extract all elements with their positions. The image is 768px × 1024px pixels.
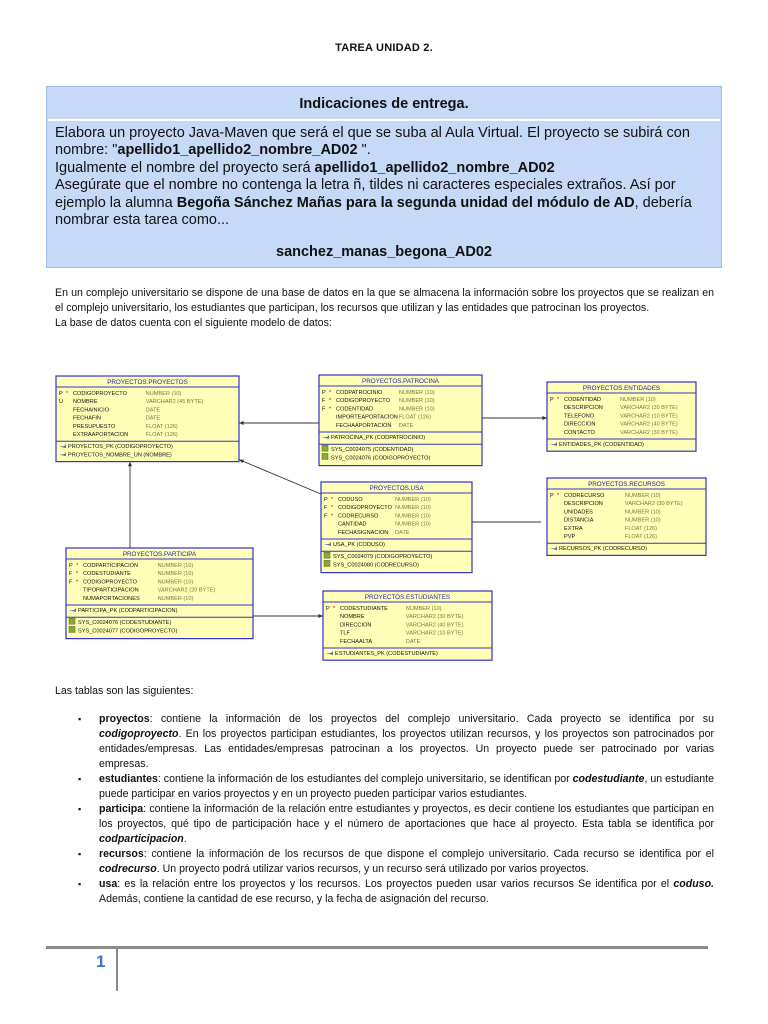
instruction-bold: apellido1_apellido2_nombre_AD02 (314, 159, 555, 176)
table-name: participa (99, 803, 144, 815)
description-text: . Un proyecto podrá utilizar varios recursos, y un recurso será utilizado por varios proyectos. (156, 863, 589, 875)
tables-list (55, 712, 714, 907)
column-name: CODIGOPROYECTO (336, 398, 390, 405)
column-required-mark: * (331, 513, 334, 520)
column-flag: P (550, 493, 554, 499)
entity-title: PROYECTOS.ESTUDIANTES (364, 594, 451, 601)
entity-title: PROYECTOS.USA (369, 485, 424, 492)
index-name: SYS_C0024076 (CODIGOPROYECTO) (331, 455, 431, 462)
column-type: NUMBER (10) (405, 606, 442, 612)
box-body (55, 125, 719, 229)
tables-heading: Las tablas son las siguientes: (55, 685, 194, 697)
column-name: TLF (340, 630, 350, 637)
key-name: PROYECTOS_NOMBRE_UN (NOMBRE) (68, 452, 172, 459)
instruction-bold: Begoña Sánchez Mañas para la segunda unidad del módulo de AD (176, 194, 635, 211)
column-required-mark: * (331, 497, 334, 503)
relation-usa-proyectos (239, 460, 321, 494)
column-name: TELEFONO (564, 413, 595, 420)
column-name: NUMAPORTACIONES (83, 595, 140, 602)
instruction-text: Elabora un proyecto Java-Maven que será el que se suba al Aula Virtual. El proyecto se subirá con nombre: " (55, 125, 690, 159)
column-type: NUMBER (10) (398, 398, 435, 405)
column-required-mark: * (557, 493, 560, 499)
column-name: NOMBRE (73, 399, 98, 406)
description-text: , un estudiante puede participar en varios proyectos y en un proyecto pueden participar varios estudiantes. (99, 773, 714, 800)
entity-entidades (547, 382, 696, 451)
column-flag: F (322, 406, 326, 413)
column-type: VARCHAR2 (40 BYTE) (620, 421, 678, 428)
instruction-paragraph-2 (55, 160, 719, 177)
entity-patrocina (319, 375, 482, 466)
column-type: NUMBER (10) (157, 595, 194, 602)
column-type: NUMBER (10) (145, 391, 182, 397)
intro-text (55, 286, 714, 331)
column-flag: F (322, 398, 326, 405)
description-text: . En los proyectos participan estudiantes, los proyectos utilizan recursos, y los proyectos son patrocinados por entidades/empresas. Las entidades/empresas patrocinan a los proyectos. Un proyecto puede ser patrocinado por varias empresas. (99, 728, 714, 770)
column-name: DIRECCION (564, 421, 596, 428)
column-type: FLOAT (126) (624, 525, 658, 532)
column-name: CONTACTO (564, 429, 595, 436)
table-name: usa (99, 878, 118, 890)
column-required-mark: * (66, 391, 69, 397)
column-flag: P (326, 606, 330, 612)
table-name: estudiantes (99, 773, 158, 785)
column-type: VARCHAR2 (40 BYTE) (405, 622, 464, 629)
index-icon (322, 453, 328, 459)
column-type: NUMBER (10) (620, 397, 656, 403)
instruction-text: ". (357, 142, 371, 159)
index-name: SYS_C0024079 (CODIGOPROYECTO) (333, 554, 433, 561)
column-flag: F (69, 571, 73, 578)
column-required-mark: * (76, 571, 79, 578)
column-type: VARCHAR2 (30 BYTE) (624, 501, 683, 508)
column-name: IMPORTEAPORTACION (336, 414, 398, 421)
entity-title: PROYECTOS.ENTIDADES (582, 385, 661, 392)
column-name: UNIDADES (564, 509, 593, 516)
column-flag: P (550, 397, 554, 403)
column-name: CODENTIDAD (336, 406, 373, 413)
column-name: FECHAFIN (73, 415, 101, 422)
column-name: DESCRIPCION (564, 405, 603, 412)
column-type: NUMBER (10) (394, 521, 431, 528)
column-name: FECHAINICIO (73, 407, 110, 414)
column-type: VARCHAR2 (30 BYTE) (620, 429, 678, 436)
column-name: DIRECCION (340, 622, 372, 629)
box-heading: Indicaciones de entrega. (299, 96, 469, 112)
column-type: NUMBER (10) (394, 513, 431, 520)
bullet-icon: ▪ (78, 849, 82, 859)
key-field: codparticipacion (99, 833, 184, 845)
column-flag: P (322, 390, 326, 396)
table-description-item (55, 847, 714, 877)
table-description-item (55, 712, 714, 772)
column-type: DATE (405, 638, 421, 645)
column-required-mark: * (557, 397, 560, 403)
table-description-item (55, 772, 714, 802)
column-type: NUMBER (10) (624, 509, 661, 516)
column-type: FLOAT (126) (624, 534, 658, 540)
index-name: SYS_C0024077 (CODIGOPROYECTO) (78, 628, 178, 635)
column-type: VARCHAR2 (30 BYTE) (620, 405, 678, 412)
column-type: DATE (394, 529, 410, 536)
column-name: FECHASIGNACION (338, 529, 389, 536)
column-name: CODPATROCINIO (336, 390, 383, 396)
relation-participa-estudiantes-arrowhead (318, 614, 323, 618)
column-type: NUMBER (10) (394, 497, 431, 503)
column-name: CODESTUDIANTE (83, 571, 131, 578)
page-number: 1 (96, 952, 106, 971)
column-type: DATE (145, 415, 161, 422)
column-type: FLOAT (126) (145, 423, 178, 430)
entity-title: PROYECTOS.PATROCINA (362, 378, 439, 385)
column-name: DISTANCIA (564, 517, 594, 524)
index-icon (69, 626, 75, 632)
column-type: DATE (145, 407, 161, 414)
column-type: FLOAT (126) (145, 432, 178, 438)
column-name: CODIGOPROYECTO (73, 391, 127, 397)
column-type: DATE (398, 422, 414, 429)
relation-patrocina-entidades-arrowhead (542, 416, 547, 420)
column-type: NUMBER (10) (398, 406, 435, 413)
column-type: NUMBER (10) (157, 571, 194, 578)
key-field: coduso. (673, 878, 714, 890)
table-name: proyectos (99, 713, 150, 725)
key-field: codrecurso (99, 863, 157, 875)
column-flag: F (69, 579, 73, 586)
key-name: PARTICIPA_PK (CODPARTICIPACION) (78, 608, 178, 614)
instruction-text: , debería nombrar esta tarea como... (55, 194, 692, 229)
column-flag: F (324, 505, 328, 512)
column-type: NUMBER (10) (157, 579, 194, 586)
column-type: NUMBER (10) (157, 563, 194, 569)
key-name: PROYECTOS_PK (CODIGOPROYECTO) (68, 444, 173, 451)
entity-title: PROYECTOS.PROYECTOS (107, 379, 188, 386)
instruction-paragraph-3 (55, 177, 719, 229)
column-required-mark: * (329, 390, 332, 396)
description-text: . (183, 833, 187, 845)
column-name: FECHAALTA (340, 638, 373, 645)
column-type: FLOAT (126) (398, 414, 431, 421)
column-name: CODRECURSO (564, 493, 605, 499)
column-flag: U (59, 399, 64, 406)
key-name: ENTIDADES_PK (CODENTIDAD) (559, 442, 644, 448)
entity-estudiantes (323, 591, 492, 660)
column-name: TIPOPARTICIPACION (83, 587, 139, 594)
column-flag: P (59, 391, 63, 397)
column-type: VARCHAR2 (30 BYTE) (405, 614, 464, 621)
column-flag: P (324, 497, 328, 503)
key-field: codigoproyecto (99, 728, 179, 740)
column-name: CODPARTICIPACION (83, 563, 139, 569)
column-name: CODIGOPROYECTO (83, 579, 137, 586)
bullet-icon: ▪ (78, 714, 82, 724)
column-name: CODIGOPROYECTO (338, 505, 392, 512)
index-icon (324, 560, 330, 566)
entity-proyectos (56, 376, 239, 462)
bullet-icon: ▪ (78, 879, 82, 889)
description-text: : contiene la información de los proyectos del complejo universitario. Cada proyecto se identifica por su (149, 713, 714, 725)
column-flag: P (69, 563, 73, 569)
bullet-icon: ▪ (78, 774, 82, 784)
entity-recursos (547, 478, 706, 555)
column-required-mark: * (76, 563, 79, 569)
intro-paragraph-1: En un complejo universitario se dispone de una base de datos en la que se almacena la información sobre los proyectos que se realizan en el complejo universitario, los estudiantes que participan, los recursos que utilizan y las entidades que patrocinan los proyectos. (55, 287, 714, 314)
column-name: FECHAAPORTACION (336, 422, 392, 429)
description-text: Además, contiene la cantidad de ese recurso, y la fecha de asignación del recurso. (99, 893, 489, 905)
key-name: PATROCINA_PK (CODPATROCINIO) (331, 435, 426, 441)
column-name: PRESUPUESTO (73, 423, 116, 430)
column-required-mark: * (333, 606, 336, 612)
box-divider (48, 119, 720, 121)
column-name: CODENTIDAD (564, 397, 601, 403)
table-description-item (55, 802, 714, 847)
key-name: ESTUDIANTES_PK (CODESTUDIANTE) (335, 651, 438, 657)
index-icon (69, 618, 75, 624)
index-name: SYS_C0024080 (CODRECURSO) (333, 562, 419, 569)
column-name: EXTRAAPORTACION (73, 432, 129, 438)
index-icon (324, 552, 330, 558)
column-type: NUMBER (10) (398, 390, 435, 396)
column-name: CODESTUDIANTE (340, 606, 388, 612)
column-required-mark: * (331, 505, 334, 512)
instruction-text: Igualmente el nombre del proyecto será (55, 159, 315, 176)
table-description-item (55, 877, 714, 907)
index-name: SYS_C0024075 (CODENTIDAD) (331, 447, 414, 454)
entity-title: PROYECTOS.RECURSOS (588, 481, 665, 488)
entity-participa (66, 548, 253, 639)
index-icon (322, 445, 328, 451)
delivery-instructions-box (46, 86, 722, 268)
bullet-icon: ▪ (78, 804, 82, 814)
column-type: VARCHAR2 (20 BYTE) (157, 587, 216, 594)
column-name: PVP (564, 534, 576, 540)
table-name: recursos (99, 848, 144, 860)
column-flag: F (324, 513, 328, 520)
column-type: VARCHAR2 (45 BYTE) (145, 399, 204, 406)
description-text: : contiene la información de los estudiantes del complejo universitario, se identifican por (157, 773, 573, 785)
description-text: : contiene la información de los recursos de que dispone el complejo universitario. Cada recurso se identifica por el (143, 848, 714, 860)
footer-rule (46, 946, 708, 949)
column-required-mark: * (329, 406, 332, 413)
index-name: SYS_C0024076 (CODESTUDIANTE) (78, 620, 172, 627)
column-type: VARCHAR2 (10 BYTE) (620, 413, 678, 420)
description-text: : es la relación entre los proyectos y los recursos. Los proyectos pueden usar varios recursos Se identifica por el (117, 878, 674, 890)
column-required-mark: * (76, 579, 79, 586)
column-type: NUMBER (10) (624, 517, 661, 524)
column-name: NOMBRE (340, 614, 365, 621)
document-title: TAREA UNIDAD 2. (335, 42, 433, 54)
description-text: : contiene la información de la relación entre estudiantes y proyectos, es decir contiene los estudiantes que participan en los proyectos, qué tipo de participación hace y el número de aportaciones que hace al proyecto. Esta tabla se identifica por (99, 803, 714, 830)
column-type: NUMBER (10) (624, 493, 661, 499)
column-name: CANTIDAD (338, 521, 367, 528)
key-name: RECURSOS_PK (CODRECURSO) (559, 546, 647, 553)
key-name: USA_PK (CODUSO) (333, 542, 385, 548)
column-type: NUMBER (10) (394, 505, 431, 512)
column-name: DESCRIPCION (564, 501, 603, 508)
data-model-diagram (50, 368, 720, 668)
entity-usa (321, 482, 472, 573)
key-field: codestudiante (572, 773, 645, 785)
relation-patrocina-proyectos-arrowhead (239, 421, 244, 425)
footer-vertical-rule (116, 949, 118, 991)
column-name: EXTRA (564, 525, 583, 532)
relation-participa-proyectos-arrowhead (128, 462, 132, 467)
example-project-name: sanchez_manas_begona_AD02 (276, 244, 492, 260)
intro-paragraph-2: La base de datos cuenta con el siguiente modelo de datos: (55, 317, 332, 329)
instruction-text: Asegúrate que el nombre no contenga la letra ñ, tildes ni caracteres especiales extraños. Así por ejemplo la alumna (55, 177, 676, 211)
instruction-paragraph-1 (55, 125, 719, 160)
column-name: CODRECURSO (338, 513, 379, 520)
instruction-bold: apellido1_apellido2_nombre_AD02 (117, 142, 358, 159)
column-required-mark: * (329, 398, 332, 405)
column-type: VARCHAR2 (10 BYTE) (405, 630, 464, 637)
column-name: CODUSO (338, 497, 363, 503)
entity-title: PROYECTOS.PARTICIPA (122, 551, 197, 558)
